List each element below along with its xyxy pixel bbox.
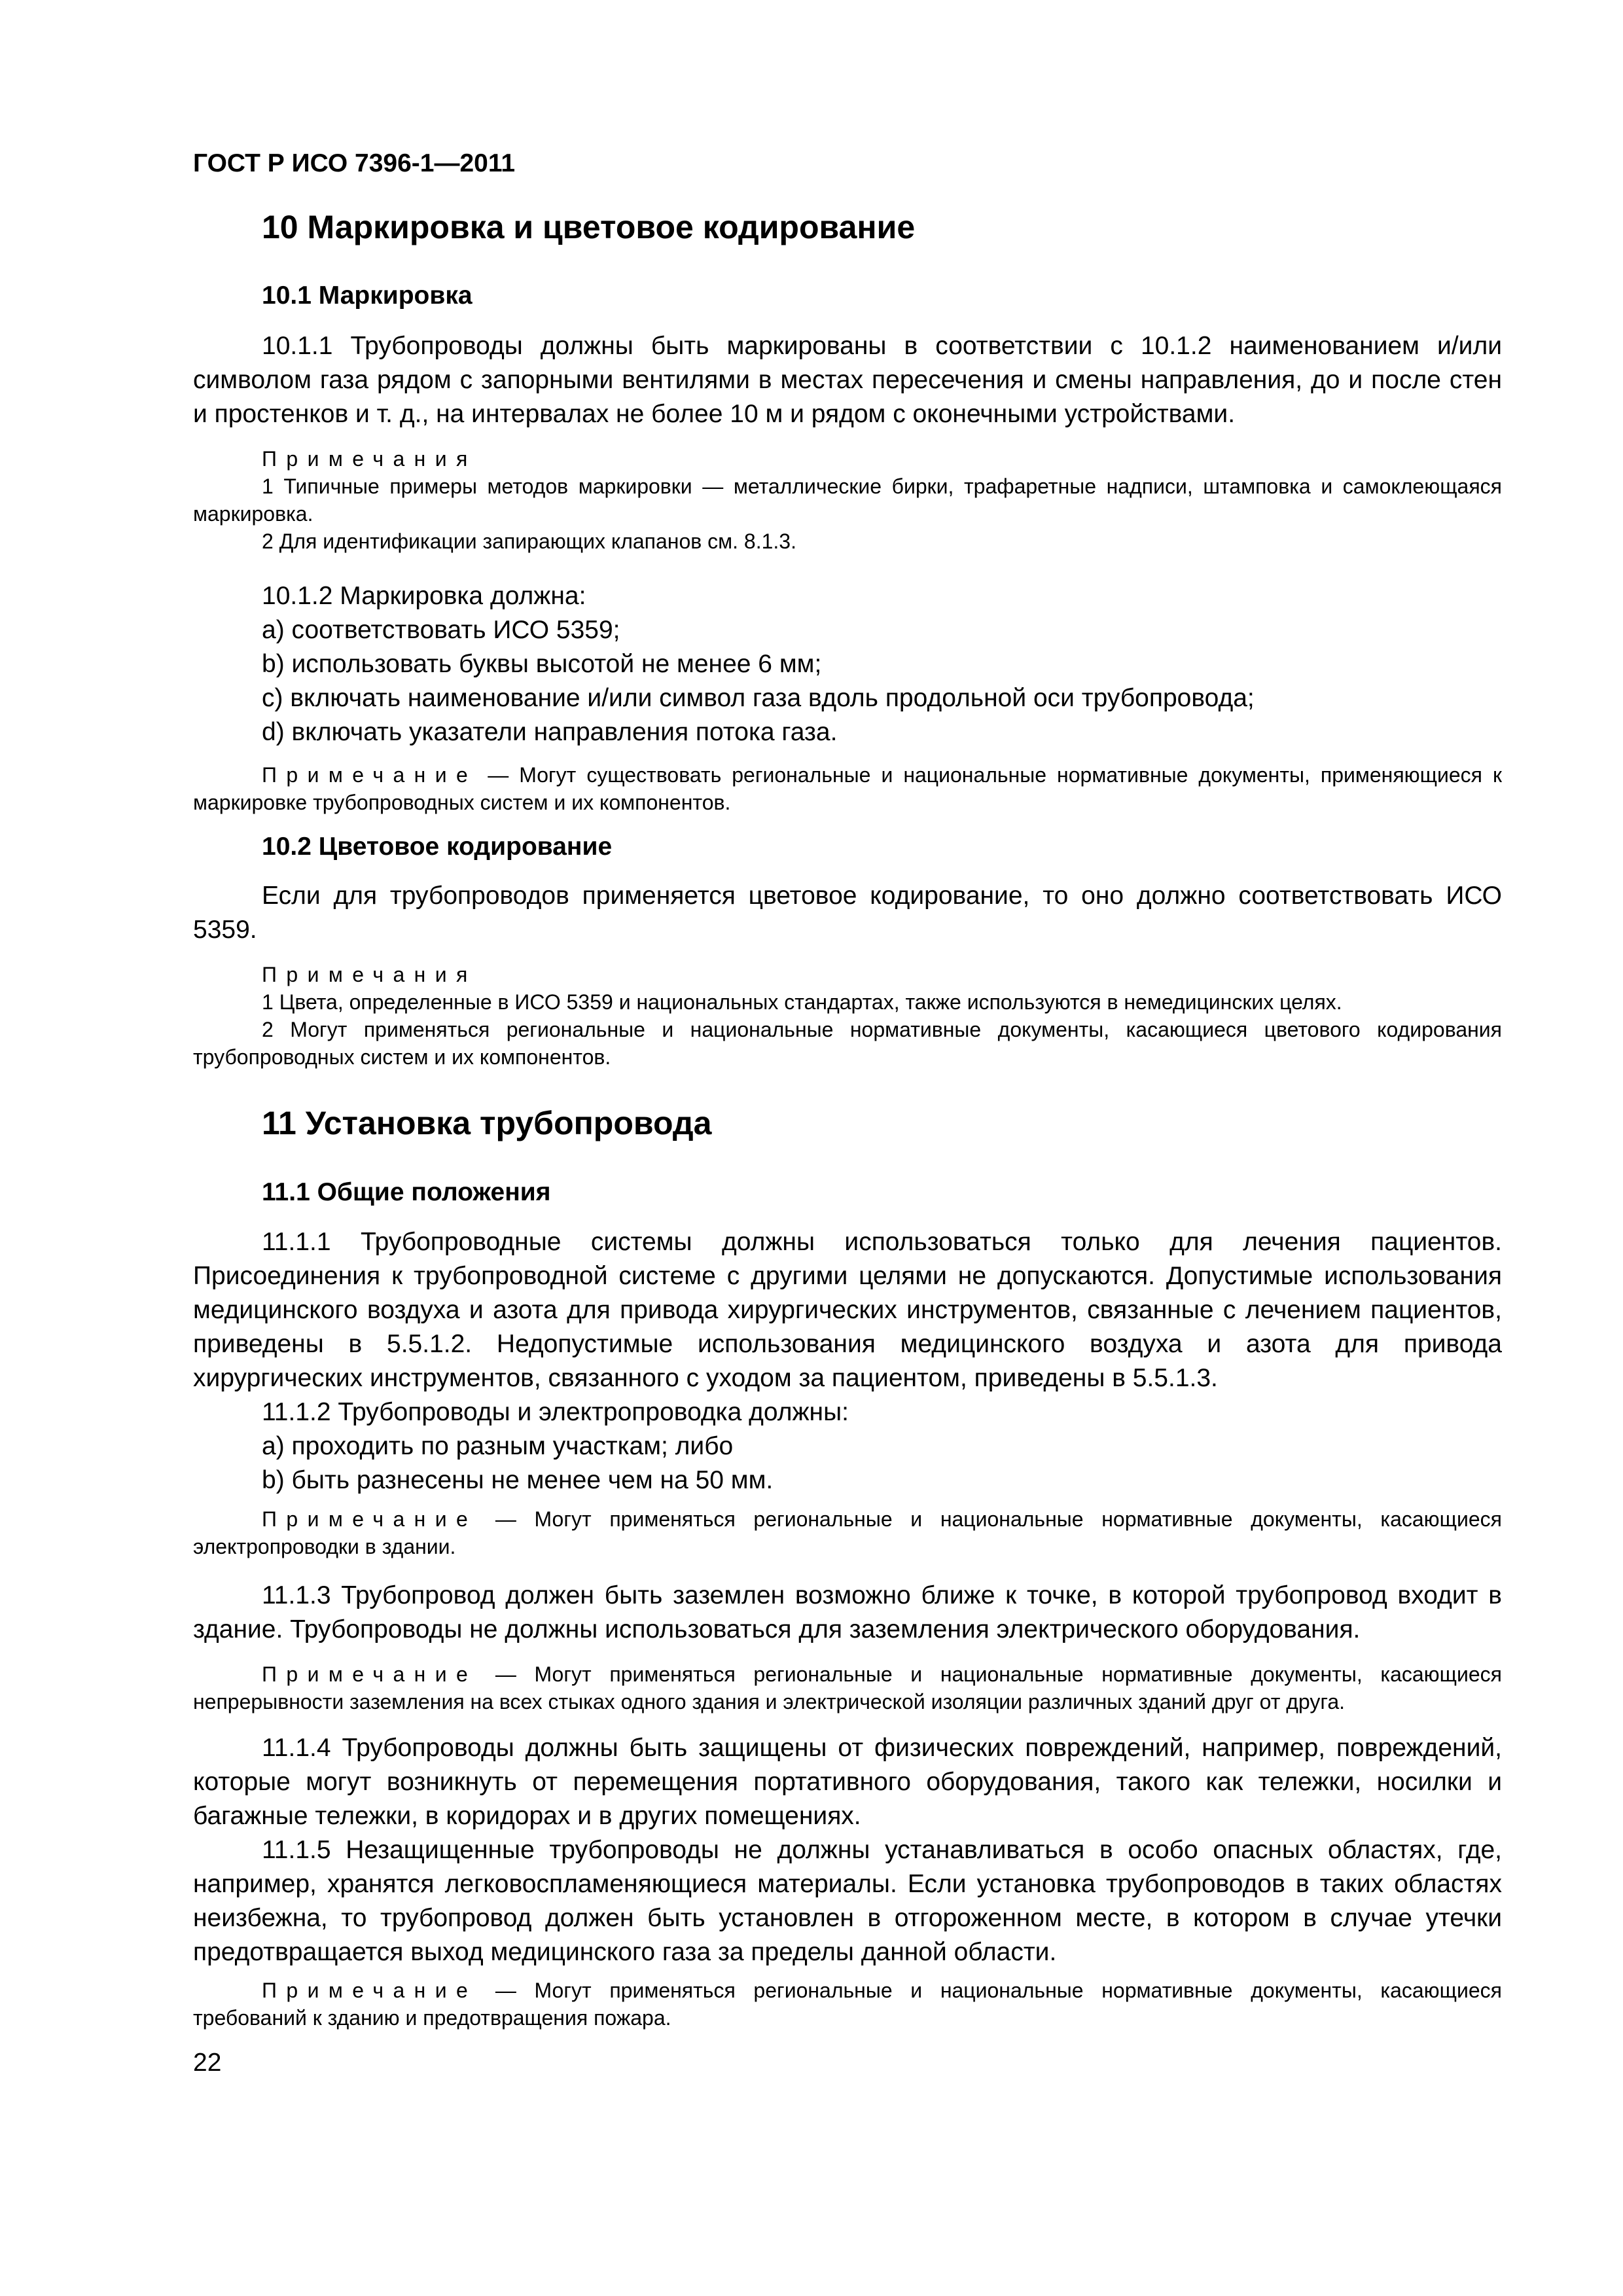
note-10-1-2 — [193, 761, 1502, 816]
subsection-10-2-title: 10.2 Цветовое кодирование — [262, 833, 613, 861]
paragraph-text: 11.1.1 Трубопроводные системы должны использоваться только для лечения пациентов. Присоединения к трубопроводной системе с другими целями не допускаются. Допустимые использования медицинского воздуха и азота для привода хирургических инструментов, связанные с лечением пациентов, приведены в 5.5.1.2. Недопустимые использования медицинского воздуха и азота для привода хирургических инструментов, связанного с уходом за пациентом, приведены в 5.5.1.3. — [193, 1228, 1502, 1392]
note-lead: Примечание — [262, 1662, 478, 1686]
paragraph-11-1-3 — [193, 1579, 1502, 1647]
paragraph-text: 11.1.3 Трубопровод должен быть заземлен возможно ближе к точке, в которой трубопровод входит в здание. Трубопроводы не должны использоваться для заземления электрического оборудования. — [193, 1581, 1502, 1643]
paragraph-11-1-2: 11.1.2 Трубопроводы и электропроводка должны: — [262, 1398, 849, 1426]
running-header: ГОСТ Р ИСО 7396-1—2011 — [193, 149, 516, 177]
page-number: 22 — [193, 2049, 222, 2077]
paragraph-text: 10.1.2 Маркировка должна: — [262, 582, 586, 610]
notes-heading: Примечания — [262, 447, 477, 471]
notes-10-2 — [193, 961, 1502, 1071]
section-10-title: 10 Маркировка и цветовое кодирование — [262, 209, 916, 245]
note-text: — Могут применяться региональные и национальные нормативные документы, касающиеся непрерывности заземления на всех стыках одного здания и электрической изоляции различных зданий друг от друга. — [193, 1662, 1502, 1713]
note-paragraph — [193, 761, 1502, 816]
note-lead: Примечание — [262, 1979, 478, 2002]
section-11-title: 11 Установка трубопровода — [262, 1105, 712, 1141]
note-text: — Могут применяться региональные и национальные нормативные документы, касающиеся требований к зданию и предотвращения пожара. — [193, 1979, 1502, 2030]
list-item-b: b) быть разнесены не менее чем на 50 мм. — [262, 1466, 774, 1494]
note-text: — Могут применяться региональные и национальные нормативные документы, касающиеся электропроводки в здании. — [193, 1507, 1502, 1558]
paragraph-text: Если для трубопроводов применяется цветовое кодирование, то оно должно соответствовать ИСО 5359. — [193, 882, 1502, 944]
list-item-a: a) проходить по разным участкам; либо — [262, 1432, 734, 1460]
note-paragraph — [193, 1977, 1502, 2032]
note-1: 1 Цвета, определенные в ИСО 5359 и национальных стандартах, также используются в немедицинских целях. — [262, 990, 1342, 1014]
list-item-b: b) использовать буквы высотой не менее 6 мм; — [262, 650, 822, 678]
note-2: 2 Могут применяться региональные и национальные нормативные документы, касающиеся цветового кодирования трубопроводных систем и их компонентов. — [193, 1018, 1502, 1069]
note-lead: Примечание — [262, 763, 478, 787]
notes-10-1 — [193, 445, 1502, 555]
note-11-1-3 — [193, 1660, 1502, 1715]
note-11-1-2 — [193, 1505, 1502, 1560]
note-paragraph — [193, 1505, 1502, 1560]
paragraph-11-1-5: 11.1.5 Незащищенные трубопроводы не должны устанавливаться в особо опасных областях, где, например, хранятся легковоспламеняющиеся материалы. Если установка трубопроводов в таких областях неизбежна, то трубопровод должен быть установлен в отгороженном месте, в котором в случае утечки предотвращается выход медицинского газа за пределы данной области. — [193, 1836, 1502, 1966]
paragraph-text: 10.1.1 Трубопроводы должны быть маркированы в соответствии с 10.1.2 наименованием и/или символом газа рядом с запорными вентилями в местах пересечения и смены направления, до и после стен и простенков и т. д., на интервалах не более 10 м и рядом с оконечными устройствами. — [193, 332, 1502, 428]
paragraph-10-2 — [193, 879, 1502, 947]
note-2: 2 Для идентификации запирающих клапанов см. 8.1.3. — [262, 529, 796, 553]
paragraph-text: 11.1.4 Трубопроводы должны быть защищены от физических повреждений, например, повреждений, которые могут возникнуть от перемещения портативного оборудования, такого как тележки, носилки и багажные тележки, в коридорах и в других помещениях. — [193, 1734, 1502, 1830]
paragraph-10-1-2 — [193, 579, 1502, 749]
note-lead: Примечание — [262, 1507, 478, 1531]
subsection-10-1-title: 10.1 Маркировка — [262, 281, 473, 310]
notes-heading: Примечания — [262, 963, 477, 986]
paragraph-11-1-1 — [193, 1225, 1502, 1498]
paragraph-10-1-1 — [193, 329, 1502, 431]
note-1: 1 Типичные примеры методов маркировки — металлические бирки, трафаретные надписи, штамповка и самоклеющаяся маркировка. — [193, 475, 1502, 526]
list-item-a: a) соответствовать ИСО 5359; — [262, 616, 620, 644]
list-item-c: c) включать наименование и/или символ газа вдоль продольной оси трубопровода; — [262, 684, 1255, 712]
note-text: — Могут существовать региональные и национальные нормативные документы, применяющиеся к маркировке трубопроводных систем и их компонентов. — [193, 763, 1502, 814]
note-11-1-5 — [193, 1977, 1502, 2032]
paragraph-11-1-4 — [193, 1731, 1502, 1969]
note-paragraph — [193, 1660, 1502, 1715]
list-item-d: d) включать указатели направления потока газа. — [262, 718, 838, 746]
subsection-11-1-title: 11.1 Общие положения — [262, 1178, 551, 1206]
